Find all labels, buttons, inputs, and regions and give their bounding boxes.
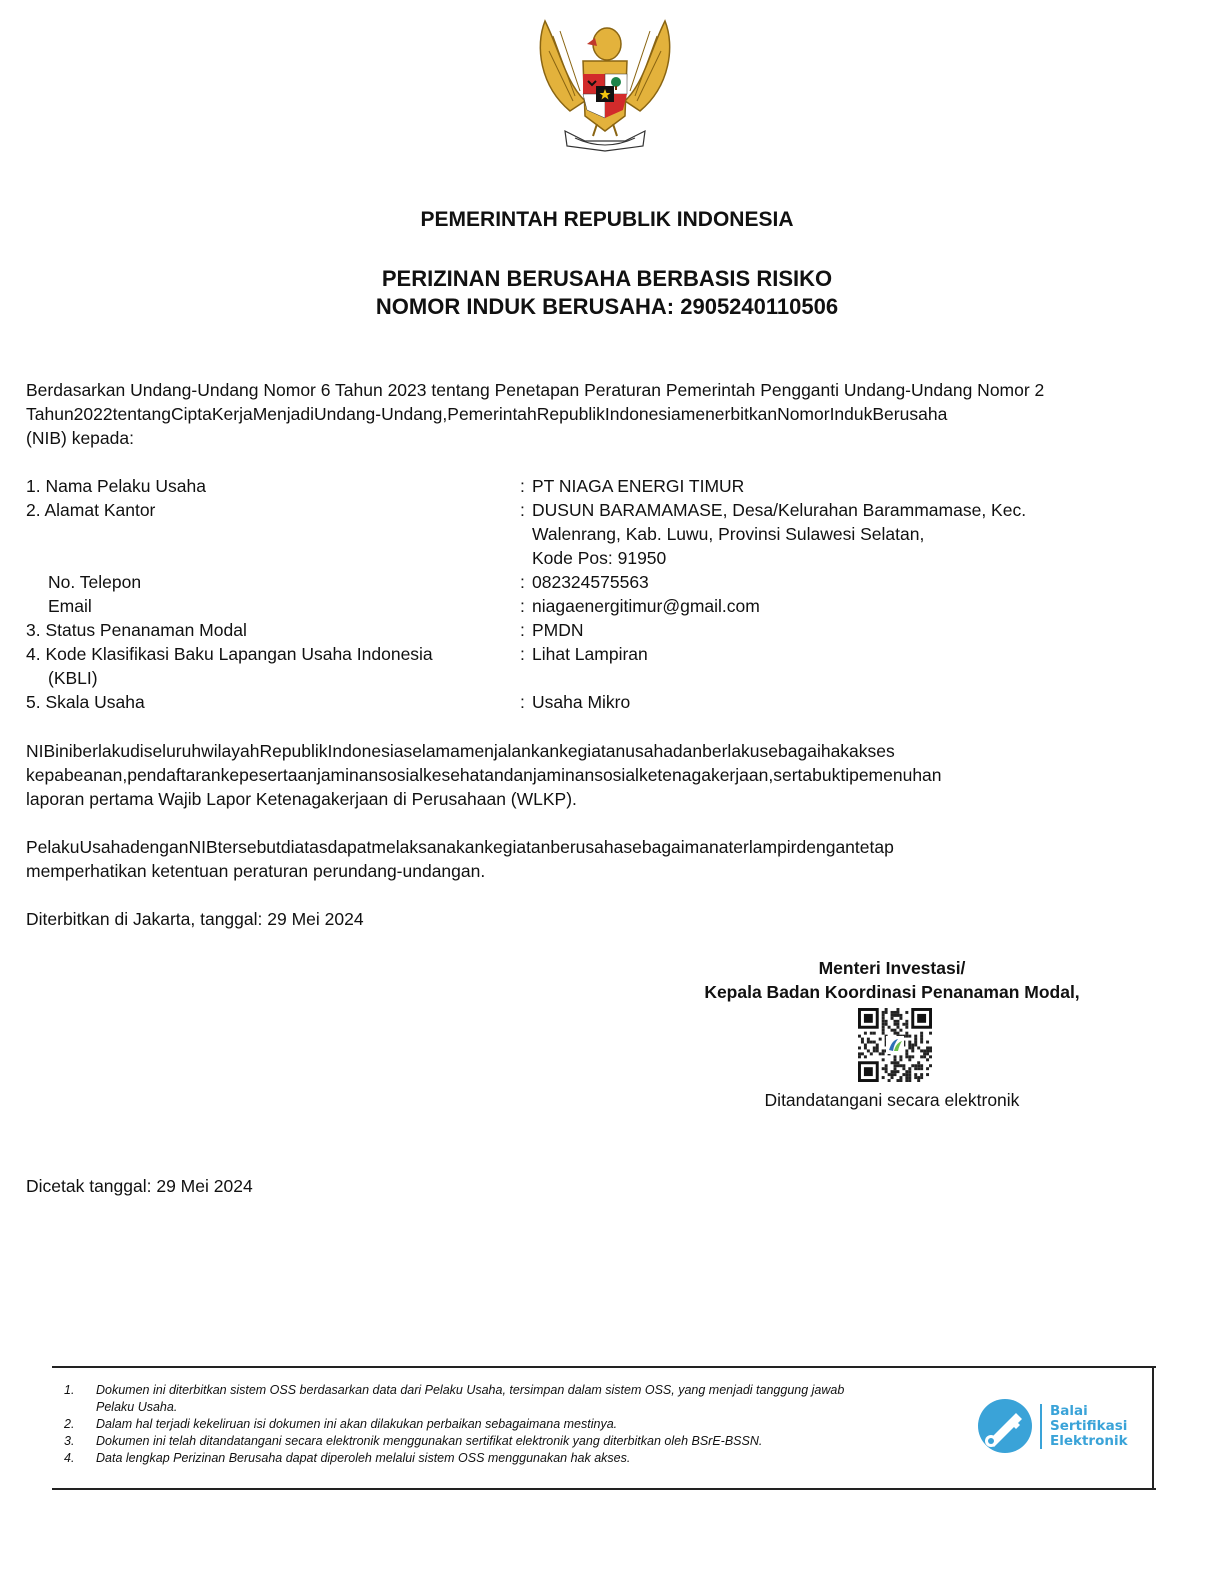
logo-text-line: Elektronik xyxy=(1050,1432,1128,1449)
bsre-logo xyxy=(976,1386,1136,1466)
signatory-line: Kepala Badan Koordinasi Penanaman Modal, xyxy=(704,982,1080,1002)
statement-line: NIBiniberlakudiseluruhwilayahRepublikIndonesiaselamamenjalankankegiatanusahadanberlakusebagaihakakses xyxy=(26,741,895,761)
field-row-office-address xyxy=(26,498,1196,570)
printed-date: Dicetak tanggal: 29 Mei 2024 xyxy=(26,1176,253,1196)
field-value: PMDN xyxy=(532,620,584,640)
statement-line: memperhatikan ketentuan peraturan perundang-undangan. xyxy=(26,861,486,881)
colon: : xyxy=(520,500,525,520)
field-label-line: (KBLI) xyxy=(48,668,98,688)
colon: : xyxy=(520,572,525,592)
intro-line: (NIB) kepada: xyxy=(26,428,134,448)
permit-type-title: PERIZINAN BERUSAHA BERBASIS RISIKO xyxy=(381,266,833,291)
note-text: Dalam hal terjadi kekeliruan isi dokumen ini akan dilakukan perbaikan sebagaimana mestinya. xyxy=(96,1417,618,1431)
field-value: 082324575563 xyxy=(532,572,649,592)
note-text: Pelaku Usaha. xyxy=(96,1400,178,1414)
government-title: PEMERINTAH REPUBLIK INDONESIA xyxy=(420,208,794,231)
colon: : xyxy=(520,692,525,712)
field-row-business-scale xyxy=(26,690,1196,714)
colon: : xyxy=(520,644,525,664)
field-row-business-name xyxy=(26,474,1196,498)
field-label: Email xyxy=(48,596,92,616)
field-row-investment-status xyxy=(26,618,1196,642)
colon: : xyxy=(520,620,525,640)
nib-statement xyxy=(26,739,1196,811)
statement-line: PelakuUsahadenganNIBtersebutdiatasdapatmelaksanakankegiatanberusahasebagaimanaterlampirdengantetap xyxy=(26,837,894,857)
field-label: 2. Alamat Kantor xyxy=(26,500,156,520)
field-label xyxy=(26,642,520,690)
field-label: 5. Skala Usaha xyxy=(26,692,145,712)
intro-paragraph xyxy=(26,378,1196,450)
footer-note xyxy=(64,1416,969,1433)
field-value: Lihat Lampiran xyxy=(532,644,648,664)
footer-notes xyxy=(64,1382,969,1467)
issued-date: Diterbitkan di Jakarta, tanggal: 29 Mei 2024 xyxy=(26,909,364,929)
note-number: 4. xyxy=(64,1451,75,1465)
note-number: 1. xyxy=(64,1383,75,1397)
note-number: 3. xyxy=(64,1434,75,1448)
address-line: Kode Pos: 91950 xyxy=(532,548,667,568)
key-icon xyxy=(976,1397,1034,1455)
document-title xyxy=(0,265,1214,321)
footer-divider xyxy=(1152,1368,1154,1488)
statement-line: laporan pertama Wajib Lapor Ketenagakerjaan di Perusahaan (WLKP). xyxy=(26,789,577,809)
signatory-title xyxy=(660,956,1124,1004)
field-row-phone xyxy=(26,570,1196,594)
note-text: Dokumen ini diterbitkan sistem OSS berdasarkan data dari Pelaku Usaha, tersimpan dalam sistem OSS, yang menjadi tanggung jawab xyxy=(96,1383,845,1397)
bsre-logo-text xyxy=(1040,1404,1128,1449)
footer-note xyxy=(64,1450,969,1467)
footer-note xyxy=(64,1433,969,1450)
signatory-line: Menteri Investasi/ xyxy=(818,958,966,978)
field-value: PT NIAGA ENERGI TIMUR xyxy=(532,476,745,496)
address-line: DUSUN BARAMAMASE, Desa/Kelurahan Barammamase, Kec. xyxy=(532,500,1027,520)
business-details xyxy=(26,474,1196,714)
footer-note xyxy=(64,1382,969,1416)
field-value xyxy=(532,498,1026,570)
field-label-line: 4. Kode Klasifikasi Baku Lapangan Usaha Indonesia xyxy=(26,644,433,664)
field-row-kbli xyxy=(26,642,1196,690)
pelaku-statement xyxy=(26,835,1196,883)
nib-number: NOMOR INDUK BERUSAHA: 2905240110506 xyxy=(375,294,839,319)
statement-line: kepabeanan,pendaftarankepesertaanjaminansosialkesehatandanjaminansosialketenagakerjaan,sertabuktipemenuhan xyxy=(26,765,942,785)
field-row-email xyxy=(26,594,1196,618)
intro-line: Berdasarkan Undang-Undang Nomor 6 Tahun 2023 tentang Penetapan Peraturan Pemerintah Pengganti Undang-Undang Nomor 2 xyxy=(26,380,1045,400)
colon: : xyxy=(520,476,525,496)
colon: : xyxy=(520,596,525,616)
electronic-signature-note: Ditandatangani secara elektronik xyxy=(764,1090,1020,1110)
note-text: Dokumen ini telah ditandatangani secara elektronik menggunakan sertifikat elektronik yang diterbitkan oleh BSrE-BSSN. xyxy=(96,1434,763,1448)
field-label: 1. Nama Pelaku Usaha xyxy=(26,476,206,496)
logo-text-line: Sertifikasi xyxy=(1050,1417,1128,1434)
field-value: Usaha Mikro xyxy=(532,692,631,712)
field-label: 3. Status Penanaman Modal xyxy=(26,620,247,640)
field-label: No. Telepon xyxy=(48,572,142,592)
footer-notes-box xyxy=(52,1366,1156,1490)
qr-code[interactable] xyxy=(858,1008,932,1082)
address-line: Walenrang, Kab. Luwu, Provinsi Sulawesi Selatan, xyxy=(532,524,925,544)
field-value: niagaenergitimur@gmail.com xyxy=(532,596,760,616)
garuda-pancasila-emblem xyxy=(525,6,685,166)
intro-line: Tahun2022tentangCiptaKerjaMenjadiUndang-Undang,PemerintahRepublikIndonesiamenerbitkanNomorIndukBerusaha xyxy=(26,404,948,424)
note-text: Data lengkap Perizinan Berusaha dapat diperoleh melalui sistem OSS menggunakan hak akses. xyxy=(96,1451,631,1465)
logo-text-line: Balai xyxy=(1050,1402,1088,1419)
note-number: 2. xyxy=(64,1417,75,1431)
